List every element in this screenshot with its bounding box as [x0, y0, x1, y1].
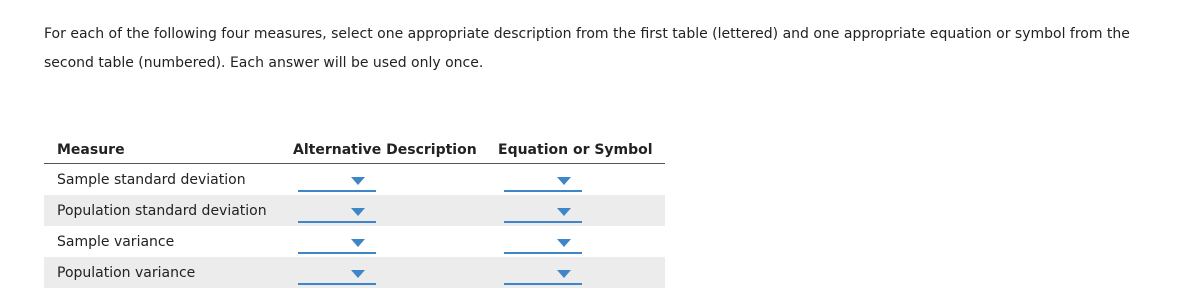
header-alternative-description: Alternative Description	[293, 138, 498, 164]
chevron-down-icon	[351, 239, 365, 247]
equation-or-symbol-dropdown[interactable]	[504, 230, 582, 254]
header-measure: Measure	[44, 138, 293, 164]
table-header-row	[44, 138, 665, 164]
measure-label: Population standard deviation	[44, 195, 293, 226]
measure-label: Sample standard deviation	[57, 171, 246, 188]
alternative-description-dropdown[interactable]	[298, 199, 376, 223]
chevron-down-icon	[557, 208, 571, 216]
chevron-down-icon	[557, 239, 571, 247]
table-row	[44, 195, 665, 226]
table-row	[44, 257, 665, 288]
alternative-description-dropdown[interactable]	[298, 230, 376, 254]
measure-label: Sample variance	[57, 233, 175, 250]
table-row	[44, 226, 665, 257]
equation-or-symbol-dropdown[interactable]	[504, 261, 582, 285]
header-equation-or-symbol: Equation or Symbol	[498, 138, 665, 164]
table-row	[44, 164, 665, 196]
chevron-down-icon	[557, 177, 571, 185]
equation-or-symbol-dropdown[interactable]	[504, 199, 582, 223]
chevron-down-icon	[351, 208, 365, 216]
instructions-text: For each of the following four measures, select one appropriate description from the first table (lettered) and one appropriate equation or symbol from the second table (numbered). Each answer will be used only once.	[44, 26, 1130, 71]
chevron-down-icon	[557, 270, 571, 278]
alternative-description-dropdown[interactable]	[298, 168, 376, 192]
equation-or-symbol-dropdown[interactable]	[504, 168, 582, 192]
chevron-down-icon	[351, 177, 365, 185]
alternative-description-dropdown[interactable]	[298, 261, 376, 285]
measures-table	[44, 138, 665, 288]
measure-label: Population variance	[44, 257, 293, 288]
chevron-down-icon	[351, 270, 365, 278]
